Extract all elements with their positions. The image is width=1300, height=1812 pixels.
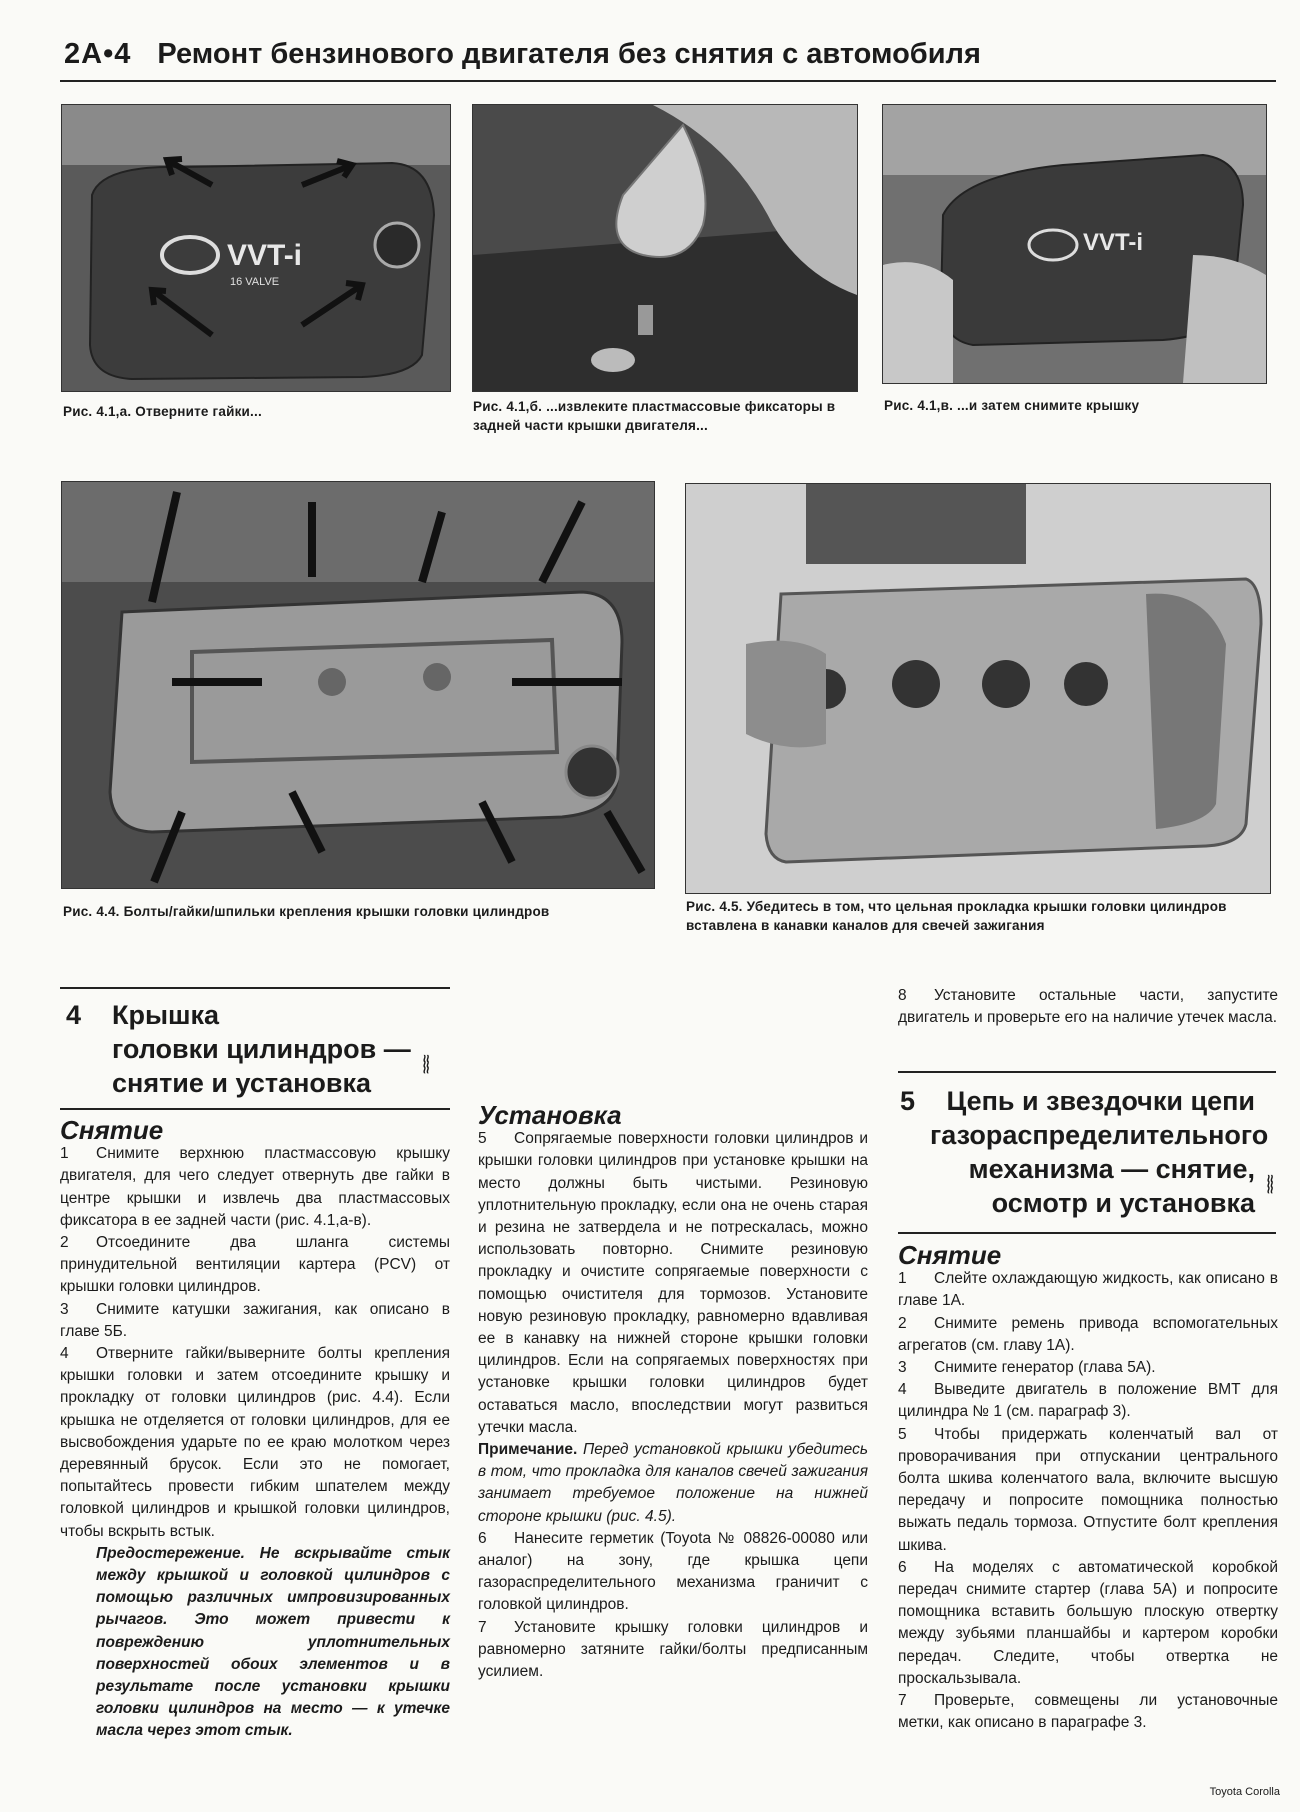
paragraph-text: Сопрягаемые поверхности головки цилиндров и крышки головки цилиндров при установке крышки на место должны быть чистыми. Резиновую уплотнительную прокладку, если она не очень старая и резина не затвердела и не потрескалась, можно использовать повторно. Снимите резиновую прокладку и очистите сопрягаемые поверхности с помощью очистителя для тормозов. Установите новую резиновую прокладку, равномерно вдавливая ее в канавку на нижней стороне крышки головки цилиндров. Если на сопрягаемых поверхностях при установке крышки головки цилиндров будет оставаться масло, впоследствии могут развиться утечки масла. bbox=[478, 1130, 868, 1436]
section-5-rule-bottom bbox=[898, 1232, 1276, 1234]
section-4-title-line: головки цилиндров — bbox=[112, 1034, 411, 1064]
column-3-section-5 bbox=[898, 1240, 1278, 1734]
photo-fig-4-1c bbox=[882, 104, 1267, 384]
note-label: Примечание. bbox=[478, 1441, 578, 1459]
paragraph bbox=[898, 1557, 1278, 1690]
photo-fig-4-1a bbox=[61, 104, 451, 392]
section-5-number: 5 bbox=[900, 1086, 916, 1116]
section-5-title-line: газораспределительного bbox=[930, 1120, 1269, 1150]
paragraph-text: Отсоедините два шланга системы принудительной вентиляции картера (PCV) от крышки головки цилиндров. bbox=[60, 1234, 450, 1296]
section-4-rule bbox=[60, 987, 450, 989]
photo-fig-4-4 bbox=[61, 481, 655, 889]
paragraph-number: 1 bbox=[898, 1270, 907, 1288]
paragraph bbox=[478, 1528, 868, 1617]
subheading-installation-label: Установка bbox=[478, 1100, 622, 1130]
section-4-number: 4 bbox=[66, 1000, 82, 1030]
paragraph bbox=[898, 1313, 1278, 1357]
section-5-wave-icon: ≈≈≈ bbox=[1262, 1174, 1279, 1192]
section-4-rule-bottom bbox=[60, 1108, 450, 1110]
photo-fig-4-5-image bbox=[686, 484, 1270, 893]
photo-fig-4-1a-image bbox=[62, 105, 450, 391]
paragraph-text: Чтобы придержать коленчатый вал от проворачивания при отпускании центрального болта шкива коленчатого вала, включите высшую передачу и попросите помощника полностью выжать педаль тормоза. Отпустите болт крепления шкива. bbox=[898, 1425, 1278, 1554]
paragraph bbox=[60, 1143, 450, 1232]
paragraph-number: 8 bbox=[898, 987, 907, 1004]
paragraph-number: 4 bbox=[60, 1345, 69, 1363]
paragraph-number: 6 bbox=[898, 1558, 907, 1576]
section-5-rule bbox=[898, 1071, 1276, 1073]
photo-fig-4-1b-image bbox=[473, 105, 857, 391]
engine-label-vvti: VVT-i bbox=[1083, 229, 1144, 256]
caption-fig-4-1a: Рис. 4.1,а. Отверните гайки... bbox=[63, 404, 262, 419]
paragraph-text: Отверните гайки/выверните болты крепления крышки головки и затем отсоедините крышку и прокладку от головки цилиндров (рис. 4.4). Если крышка не отделяется от головки цилиндров, для ее высвобождения ударьте по ее краю молотком через деревянный брусок. Если это не помогает, попытайтесь провести гибким шпателем между головкой цилиндров и крышкой головки цилиндров, чтобы вскрыть встык. bbox=[60, 1345, 450, 1540]
column-2-text bbox=[478, 1100, 868, 1683]
photo-fig-4-1b bbox=[472, 104, 858, 392]
paragraph bbox=[478, 1617, 868, 1684]
paragraph-text: Установите остальные части, запустите двигатель и проверьте его на наличие утечек масла. bbox=[898, 987, 1278, 1027]
warning-text: Не вскрывайте стык между крышкой и головкой цилиндров с помощью различных импровизированных рычагов. Это может привести к повреждению уплотнительных поверхностей обоих элементов и в результате после установки крышки головки цилиндров на место — к утечке масла через этот стык. bbox=[96, 1544, 450, 1740]
paragraph-number: 2 bbox=[60, 1234, 69, 1252]
section-5-title-line: механизма — снятие, bbox=[968, 1154, 1255, 1184]
paragraph-text: Слейте охлаждающую жидкость, как описано в главе 1А. bbox=[898, 1270, 1278, 1310]
note-paragraph bbox=[478, 1439, 868, 1528]
paragraph-text: Снимите ремень привода вспомогательных агрегатов (см. главу 1А). bbox=[898, 1314, 1278, 1354]
warning-label: Предостережение. bbox=[96, 1544, 245, 1562]
section-4-title-line: Крышка bbox=[112, 1000, 220, 1030]
paragraph bbox=[60, 1343, 450, 1543]
paragraph-text: Снимите верхнюю пластмассовую крышку двигателя, для чего следует отвернуть две гайки в центре крышки и извлечь два пластмассовых фиксатора в ее задней части (рис. 4.1,а-в). bbox=[60, 1145, 450, 1229]
section-5-title-line: осмотр и установка bbox=[991, 1188, 1255, 1218]
paragraph bbox=[898, 1690, 1278, 1734]
photo-fig-4-4-image bbox=[62, 482, 654, 888]
caption-fig-4-1c: Рис. 4.1,в. ...и затем снимите крышку bbox=[884, 398, 1140, 413]
paragraph-text: Нанесите герметик (Toyota № 08826-00080 или аналог) на зону, где крышка цепи газораспределительного механизма граничит с головкой цилиндров. bbox=[478, 1529, 868, 1614]
section-5-title-line: Цепь и звездочки цепи bbox=[946, 1086, 1255, 1116]
paragraph-text: Установите крышку головки цилиндров и равномерно затяните гайки/болты предписанным усилием. bbox=[478, 1618, 868, 1681]
section-4-wave-icon: ≈≈≈ bbox=[418, 1054, 435, 1072]
paragraph-number: 3 bbox=[898, 1359, 907, 1377]
paragraph bbox=[60, 1299, 450, 1343]
paragraph-text: Выведите двигатель в положение ВМТ для цилиндра № 1 (см. параграф 3). bbox=[898, 1381, 1278, 1421]
paragraph bbox=[898, 985, 1278, 1029]
footer-book-title: Toyota Corolla bbox=[1209, 1786, 1280, 1798]
engine-label-16valve: 16 VALVE bbox=[230, 276, 280, 288]
engine-label-vvti: VVT-i bbox=[227, 239, 303, 272]
page-number: 2A•4 bbox=[64, 38, 132, 70]
warning-paragraph bbox=[60, 1543, 450, 1743]
column-3 bbox=[898, 985, 1278, 1029]
column-1 bbox=[60, 1115, 450, 1743]
paragraph-number: 5 bbox=[478, 1130, 487, 1148]
paragraph bbox=[898, 1357, 1278, 1379]
photo-fig-4-5 bbox=[685, 483, 1271, 894]
paragraph-number: 7 bbox=[898, 1692, 907, 1710]
paragraph-text: На моделях с автоматической коробкой передач снимите стартер (глава 5А) и попросите помощника вставить большую плоскую отвертку между зубьями планшайбы и картером коробки передач. Следите, чтобы отвертка не проскальзывала. bbox=[898, 1558, 1278, 1687]
paragraph bbox=[898, 1424, 1278, 1557]
subheading-removal: Снятие bbox=[60, 1115, 164, 1145]
paragraph bbox=[898, 1379, 1278, 1423]
paragraph-text: Снимите катушки зажигания, как описано в главе 5Б. bbox=[60, 1300, 450, 1340]
caption-fig-4-1b: Рис. 4.1,б. ...извлеките пластмассовые фиксаторы в задней части крышки двигателя... bbox=[473, 399, 836, 433]
section-4-title bbox=[100, 998, 430, 1100]
paragraph-number: 2 bbox=[898, 1314, 907, 1332]
subheading-removal-5: Снятие bbox=[898, 1240, 1002, 1270]
caption-fig-4-4: Рис. 4.4. Болты/гайки/шпильки крепления крышки головки цилиндров bbox=[63, 904, 550, 919]
note-text: Перед установкой крышки убедитесь в том, что прокладка для каналов свечей зажигания занимает требуемое положение на нижней стороне крышки (рис. 4.5). bbox=[478, 1441, 868, 1525]
paragraph bbox=[898, 1268, 1278, 1312]
page-header bbox=[64, 38, 981, 71]
paragraph bbox=[60, 1232, 450, 1299]
section-5-title bbox=[930, 1084, 1269, 1220]
header-rule bbox=[60, 80, 1276, 82]
paragraph-number: 1 bbox=[60, 1145, 69, 1163]
paragraph-number: 3 bbox=[60, 1300, 69, 1318]
paragraph-number: 6 bbox=[478, 1529, 487, 1547]
section-4-title-line: снятие и установка bbox=[112, 1068, 372, 1098]
paragraph-text: Проверьте, совмещены ли установочные метки, как описано в параграфе 3. bbox=[898, 1692, 1278, 1732]
paragraph-number: 7 bbox=[478, 1618, 487, 1636]
caption-fig-4-5: Рис. 4.5. Убедитесь в том, что цельная прокладка крышки головки цилиндров вставлена в канавки каналов для свечей зажигания bbox=[686, 899, 1227, 933]
page-title: Ремонт бензинового двигателя без снятия с автомобиля bbox=[157, 38, 981, 70]
paragraph bbox=[478, 1128, 868, 1439]
paragraph-number: 4 bbox=[898, 1381, 907, 1399]
paragraph-text: Снимите генератор (глава 5А). bbox=[934, 1359, 1156, 1377]
photo-fig-4-1c-image bbox=[883, 105, 1266, 383]
paragraph-number: 5 bbox=[898, 1425, 907, 1443]
